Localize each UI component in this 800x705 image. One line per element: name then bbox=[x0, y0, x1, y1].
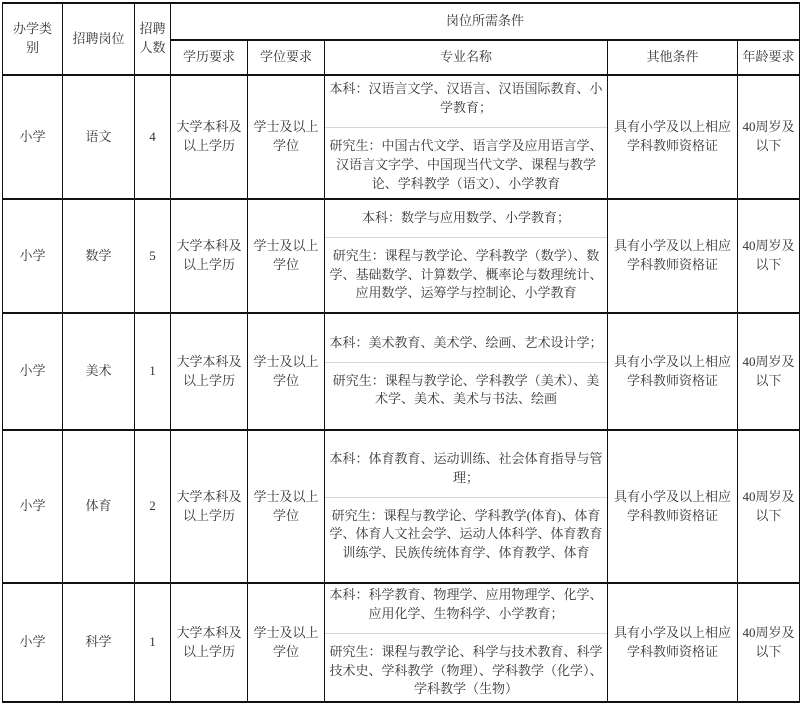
column-header-count: 招聘人数 bbox=[135, 3, 171, 75]
cell-age: 40周岁及以下 bbox=[738, 430, 800, 583]
cell-school-type: 小学 bbox=[3, 199, 63, 313]
cell-position: 数学 bbox=[63, 199, 135, 313]
cell-major bbox=[325, 430, 608, 583]
cell-degree: 学士及以上学位 bbox=[248, 430, 325, 583]
table-body bbox=[3, 75, 800, 702]
cell-other: 具有小学及以上相应学科教师资格证 bbox=[608, 430, 738, 583]
cell-other: 具有小学及以上相应学科教师资格证 bbox=[608, 199, 738, 313]
column-group-requirements: 岗位所需条件 bbox=[171, 3, 800, 40]
cell-education: 大学本科及以上学历 bbox=[171, 75, 248, 199]
cell-major bbox=[325, 583, 608, 702]
major-graduate-text: 研究生：课程与教学论、学科教学（数学）、数学、基础数学、计算数学、概率论与数理统计、应用数学、运筹学与控制论、小学教育 bbox=[329, 247, 603, 301]
cell-education: 大学本科及以上学历 bbox=[171, 313, 248, 430]
major-graduate-text: 研究生：课程与教学论、科学与技术教育、科学技术史、学科教学（物理）、学科教学（化学）、学科教学（生物） bbox=[329, 643, 603, 697]
major-undergrad-text: 本科：科学教育、物理学、应用物理学、化学、应用化学、生物科学、小学教育； bbox=[329, 587, 603, 621]
table-row bbox=[3, 75, 800, 199]
cell-school-type: 小学 bbox=[3, 75, 63, 199]
cell-degree: 学士及以上学位 bbox=[248, 313, 325, 430]
cell-major bbox=[325, 199, 608, 313]
major-divider bbox=[325, 237, 608, 238]
cell-age: 40周岁及以下 bbox=[738, 199, 800, 313]
table-row bbox=[3, 199, 800, 313]
cell-position: 科学 bbox=[63, 583, 135, 702]
cell-education: 大学本科及以上学历 bbox=[171, 199, 248, 313]
cell-other: 具有小学及以上相应学科教师资格证 bbox=[608, 313, 738, 430]
cell-degree: 学士及以上学位 bbox=[248, 583, 325, 702]
cell-count: 1 bbox=[135, 583, 171, 702]
cell-age: 40周岁及以下 bbox=[738, 313, 800, 430]
major-graduate-text: 研究生：中国古代文学、语言学及应用语言学、汉语言文字学、中国现当代文学、课程与教学论、学科教学（语文）、小学教育 bbox=[329, 138, 603, 191]
major-undergrad-text: 本科：美术教育、美术学、绘画、艺术设计学； bbox=[329, 334, 603, 350]
cell-count: 4 bbox=[135, 75, 171, 199]
cell-education: 大学本科及以上学历 bbox=[171, 583, 248, 702]
cell-degree: 学士及以上学位 bbox=[248, 75, 325, 199]
major-divider bbox=[325, 497, 608, 498]
column-header-degree: 学位要求 bbox=[248, 40, 325, 75]
cell-count: 2 bbox=[135, 430, 171, 583]
table-row bbox=[3, 583, 800, 702]
major-graduate-text: 研究生：课程与教学论、学科教学（美术）、美术学、美术、美术与书法、绘画 bbox=[332, 372, 600, 407]
cell-education: 大学本科及以上学历 bbox=[171, 430, 248, 583]
cell-school-type: 小学 bbox=[3, 430, 63, 583]
column-header-education: 学历要求 bbox=[171, 40, 248, 75]
cell-major bbox=[325, 75, 608, 199]
major-divider bbox=[325, 633, 608, 634]
header-row-top bbox=[3, 3, 800, 40]
major-undergrad-text: 本科：数学与应用数学、小学教育； bbox=[361, 209, 570, 225]
cell-age: 40周岁及以下 bbox=[738, 75, 800, 199]
cell-age: 40周岁及以下 bbox=[738, 583, 800, 702]
cell-school-type: 小学 bbox=[3, 313, 63, 430]
cell-degree: 学士及以上学位 bbox=[248, 199, 325, 313]
table-row bbox=[3, 313, 800, 430]
cell-count: 5 bbox=[135, 199, 171, 313]
column-header-school-type: 办学类别 bbox=[3, 3, 63, 75]
cell-major bbox=[325, 313, 608, 430]
column-header-age: 年龄要求 bbox=[738, 40, 800, 75]
recruitment-table bbox=[2, 2, 800, 703]
cell-position: 美术 bbox=[63, 313, 135, 430]
cell-other: 具有小学及以上相应学科教师资格证 bbox=[608, 583, 738, 702]
cell-school-type: 小学 bbox=[3, 583, 63, 702]
major-divider bbox=[325, 362, 608, 363]
major-graduate-text: 研究生：课程与教学论、学科教学(体育)、体育学、体育人文社会学、运动人体科学、体育教育训练学、民族传统体育学、体育教学、体育 bbox=[329, 507, 603, 561]
cell-position: 语文 bbox=[63, 75, 135, 199]
table-header bbox=[3, 3, 800, 75]
column-header-position: 招聘岗位 bbox=[63, 3, 135, 75]
column-header-other: 其他条件 bbox=[608, 40, 738, 75]
major-divider bbox=[325, 127, 608, 128]
table-row bbox=[3, 430, 800, 583]
major-undergrad-text: 本科：汉语言文学、汉语言、汉语国际教育、小学教育； bbox=[329, 81, 603, 116]
major-undergrad-text: 本科：体育教育、运动训练、社会体育指导与管理； bbox=[329, 450, 603, 485]
cell-count: 1 bbox=[135, 313, 171, 430]
column-header-major: 专业名称 bbox=[325, 40, 608, 75]
cell-other: 具有小学及以上相应学科教师资格证 bbox=[608, 75, 738, 199]
cell-position: 体育 bbox=[63, 430, 135, 583]
